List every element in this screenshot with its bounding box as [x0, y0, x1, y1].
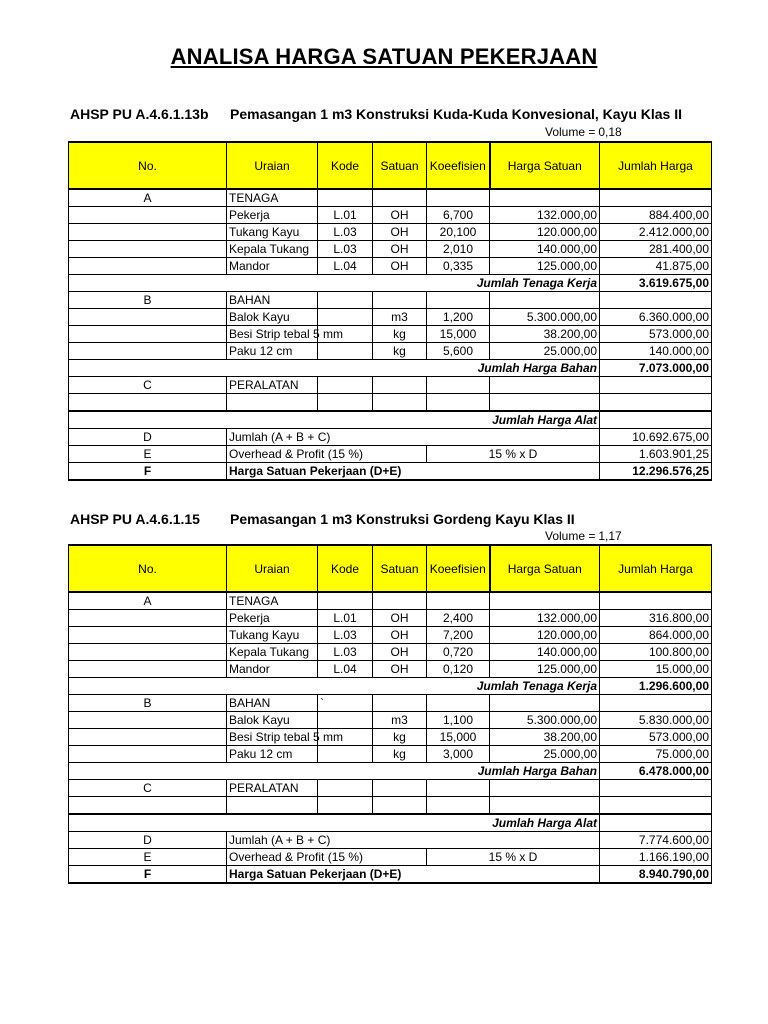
- row-satuan: OH: [373, 644, 427, 661]
- row-uraian: Tukang Kayu: [227, 627, 318, 644]
- row-harga: 5.300.000,00: [490, 712, 600, 729]
- row-koef: 15,000: [427, 729, 490, 746]
- row-koef: 1,100: [427, 712, 490, 729]
- col-kode: Kode: [318, 545, 373, 592]
- subtotal-value: 7.073.000,00: [600, 360, 712, 377]
- row-jumlah: 100.800,00: [600, 644, 712, 661]
- row-harga: 132.000,00: [490, 207, 600, 224]
- row-jumlah: 573.000,00: [600, 326, 712, 343]
- col-koefisien: Koeefisien: [427, 545, 490, 592]
- row-uraian: Kepala Tukang: [227, 241, 318, 258]
- subtotal-label: Jumlah Harga Bahan: [69, 360, 600, 377]
- col-uraian: Uraian: [227, 142, 318, 189]
- row-kode: L.03: [318, 224, 373, 241]
- row-harga: 25.000,00: [490, 343, 600, 360]
- row-harga: 38.200,00: [490, 326, 600, 343]
- total-row: [69, 463, 712, 481]
- subtotal-row: [69, 360, 712, 377]
- row-uraian: PERALATAN: [227, 377, 318, 394]
- subtotal-label: Jumlah Harga Bahan: [69, 763, 600, 780]
- row-jumlah: 864.000,00: [600, 627, 712, 644]
- row-jumlah: 41.875,00: [600, 258, 712, 275]
- table-row: [69, 207, 712, 224]
- row-harga: 25.000,00: [490, 746, 600, 763]
- col-jumlah-harga: Jumlah Harga: [600, 545, 712, 592]
- row-kode: L.01: [318, 207, 373, 224]
- subtotal-value: [600, 814, 712, 832]
- volume-label: [542, 125, 622, 139]
- table-row: [69, 189, 712, 207]
- table-row: [69, 258, 712, 275]
- row-jumlah: 7.774.600,00: [600, 832, 712, 849]
- row-jumlah: 281.400,00: [600, 241, 712, 258]
- row-uraian: Balok Kayu: [227, 309, 318, 326]
- row-uraian: Pekerja: [227, 207, 318, 224]
- row-koef: 6,700: [427, 207, 490, 224]
- row-jumlah: 12.296.576,25: [600, 463, 712, 481]
- col-satuan: Satuan: [373, 545, 427, 592]
- row-uraian: Besi Strip tebal 5 mm: [227, 326, 318, 343]
- row-uraian: BAHAN: [227, 292, 318, 309]
- row-formula: 15 % x D: [427, 446, 600, 463]
- row-harga: 38.200,00: [490, 729, 600, 746]
- subtotal-value: 3.619.675,00: [600, 275, 712, 292]
- subtotal-label: Jumlah Harga Alat: [69, 814, 600, 832]
- row-satuan: OH: [373, 610, 427, 627]
- row-harga: 120.000,00: [490, 224, 600, 241]
- row-satuan: kg: [373, 746, 427, 763]
- row-no: D: [69, 429, 227, 446]
- row-no: A: [69, 592, 227, 610]
- table-row: [69, 729, 712, 746]
- row-koef: 0,335: [427, 258, 490, 275]
- row-kode: L.04: [318, 258, 373, 275]
- row-uraian: Jumlah (A + B + C): [227, 832, 600, 849]
- row-uraian: Mandor: [227, 258, 318, 275]
- row-formula: 15 % x D: [427, 849, 600, 866]
- row-jumlah: 316.800,00: [600, 610, 712, 627]
- row-koef: 1,200: [427, 309, 490, 326]
- row-satuan: kg: [373, 343, 427, 360]
- subtotal-value: 6.478.000,00: [600, 763, 712, 780]
- table-row: [69, 627, 712, 644]
- row-harga: 120.000,00: [490, 627, 600, 644]
- section-name: Pemasangan 1 m3 Konstruksi Kuda-Kuda Konvesional, Kayu Klas II: [230, 106, 683, 122]
- row-uraian: Harga Satuan Pekerjaan (D+E): [227, 866, 600, 884]
- volume-label: [542, 529, 622, 543]
- row-uraian: TENAGA: [227, 189, 318, 207]
- table-row: [69, 695, 712, 712]
- table-row: [69, 797, 712, 815]
- subtotal-row: [69, 763, 712, 780]
- row-uraian: Paku 12 cm: [227, 343, 318, 360]
- row-jumlah: 10.692.675,00: [600, 429, 712, 446]
- row-koef: 15,000: [427, 326, 490, 343]
- row-uraian: Balok Kayu: [227, 712, 318, 729]
- table-row: [69, 343, 712, 360]
- row-uraian: Paku 12 cm: [227, 746, 318, 763]
- row-uraian: TENAGA: [227, 592, 318, 610]
- total-row: [69, 429, 712, 446]
- table-header: [69, 142, 712, 189]
- row-koef: 0,720: [427, 644, 490, 661]
- row-kode: L.01: [318, 610, 373, 627]
- row-uraian: Tukang Kayu: [227, 224, 318, 241]
- subtotal-row: [69, 678, 712, 695]
- col-uraian: Uraian: [227, 545, 318, 592]
- table-row: [69, 292, 712, 309]
- row-jumlah: 140.000,00: [600, 343, 712, 360]
- row-uraian: BAHAN: [227, 695, 318, 712]
- row-koef: 0,120: [427, 661, 490, 678]
- row-satuan: OH: [373, 661, 427, 678]
- row-uraian: Jumlah (A + B + C): [227, 429, 600, 446]
- row-no: B: [69, 695, 227, 712]
- row-jumlah: 1.603.901,25: [600, 446, 712, 463]
- row-no: E: [69, 849, 227, 866]
- row-satuan: OH: [373, 207, 427, 224]
- row-koef: 2,010: [427, 241, 490, 258]
- subtotal-row: [69, 275, 712, 292]
- row-satuan: OH: [373, 258, 427, 275]
- section-code: AHSP PU A.4.6.1.15: [70, 511, 200, 527]
- row-kode: `: [318, 695, 373, 712]
- ahsp-table: [68, 141, 712, 481]
- row-harga: 132.000,00: [490, 610, 600, 627]
- row-uraian: Harga Satuan Pekerjaan (D+E): [227, 463, 600, 481]
- row-uraian: Overhead & Profit (15 %): [227, 446, 427, 463]
- row-uraian: PERALATAN: [227, 780, 318, 797]
- total-row: [69, 866, 712, 884]
- col-harga-satuan: Harga Satuan: [490, 545, 600, 592]
- row-jumlah: 75.000,00: [600, 746, 712, 763]
- col-kode: Kode: [318, 142, 373, 189]
- col-no: No.: [69, 545, 227, 592]
- subtotal-row: [69, 411, 712, 429]
- volume-value: 0,18: [598, 125, 622, 139]
- row-jumlah: 6.360.000,00: [600, 309, 712, 326]
- table-row: [69, 309, 712, 326]
- volume-text: Volume =: [545, 529, 596, 543]
- row-harga: 5.300.000,00: [490, 309, 600, 326]
- row-satuan: m3: [373, 309, 427, 326]
- col-no: No.: [69, 142, 227, 189]
- subtotal-row: [69, 814, 712, 832]
- row-koef: 5,600: [427, 343, 490, 360]
- row-no: E: [69, 446, 227, 463]
- row-uraian: Overhead & Profit (15 %): [227, 849, 427, 866]
- row-koef: 3,000: [427, 746, 490, 763]
- table-row: [69, 394, 712, 412]
- table-row: [69, 780, 712, 797]
- section-code: AHSP PU A.4.6.1.13b: [70, 106, 209, 122]
- row-uraian: Besi Strip tebal 5 mm: [227, 729, 318, 746]
- row-no: C: [69, 377, 227, 394]
- row-satuan: kg: [373, 326, 427, 343]
- row-satuan: OH: [373, 241, 427, 258]
- row-jumlah: 8.940.790,00: [600, 866, 712, 884]
- row-kode: L.03: [318, 627, 373, 644]
- table-row: [69, 610, 712, 627]
- row-jumlah: 5.830.000,00: [600, 712, 712, 729]
- row-jumlah: 573.000,00: [600, 729, 712, 746]
- table-row: [69, 592, 712, 610]
- col-satuan: Satuan: [373, 142, 427, 189]
- col-jumlah-harga: Jumlah Harga: [600, 142, 712, 189]
- row-no: F: [69, 866, 227, 884]
- section-heading: [70, 106, 682, 122]
- row-kode: L.03: [318, 241, 373, 258]
- row-uraian: Kepala Tukang: [227, 644, 318, 661]
- table-row: [69, 712, 712, 729]
- row-satuan: m3: [373, 712, 427, 729]
- col-koefisien: Koeefisien: [427, 142, 490, 189]
- row-harga: 125.000,00: [490, 661, 600, 678]
- row-no: C: [69, 780, 227, 797]
- row-satuan: OH: [373, 627, 427, 644]
- row-jumlah: 15.000,00: [600, 661, 712, 678]
- subtotal-value: 1.296.600,00: [600, 678, 712, 695]
- row-uraian: Mandor: [227, 661, 318, 678]
- row-harga: 140.000,00: [490, 241, 600, 258]
- subtotal-value: [600, 411, 712, 429]
- table-row: [69, 661, 712, 678]
- row-no: B: [69, 292, 227, 309]
- row-harga: 125.000,00: [490, 258, 600, 275]
- table-row: [69, 644, 712, 661]
- row-harga: 140.000,00: [490, 644, 600, 661]
- table-row: [69, 377, 712, 394]
- total-row: [69, 446, 712, 463]
- table-header: [69, 545, 712, 592]
- subtotal-label: Jumlah Tenaga Kerja: [69, 275, 600, 292]
- col-harga-satuan: Harga Satuan: [490, 142, 600, 189]
- row-koef: 7,200: [427, 627, 490, 644]
- row-no: D: [69, 832, 227, 849]
- row-jumlah: 1.166.190,00: [600, 849, 712, 866]
- total-row: [69, 832, 712, 849]
- row-kode: L.03: [318, 644, 373, 661]
- row-no: F: [69, 463, 227, 481]
- volume-text: Volume =: [545, 125, 596, 139]
- row-jumlah: 2.412.000,00: [600, 224, 712, 241]
- volume-value: 1,17: [598, 529, 622, 543]
- table-row: [69, 746, 712, 763]
- row-koef: 2,400: [427, 610, 490, 627]
- subtotal-label: Jumlah Tenaga Kerja: [69, 678, 600, 695]
- table-row: [69, 326, 712, 343]
- total-row: [69, 849, 712, 866]
- page-title: ANALISA HARGA SATUAN PEKERJAAN: [170, 44, 598, 69]
- row-jumlah: 884.400,00: [600, 207, 712, 224]
- row-satuan: kg: [373, 729, 427, 746]
- row-satuan: OH: [373, 224, 427, 241]
- row-koef: 20,100: [427, 224, 490, 241]
- row-kode: [318, 292, 373, 309]
- row-kode: L.04: [318, 661, 373, 678]
- section-heading: [70, 511, 575, 527]
- ahsp-table: [68, 544, 712, 884]
- table-row: [69, 241, 712, 258]
- section-name: Pemasangan 1 m3 Konstruksi Gordeng Kayu Klas II: [230, 511, 575, 527]
- subtotal-label: Jumlah Harga Alat: [69, 411, 600, 429]
- row-uraian: Pekerja: [227, 610, 318, 627]
- table-row: [69, 224, 712, 241]
- row-no: A: [69, 189, 227, 207]
